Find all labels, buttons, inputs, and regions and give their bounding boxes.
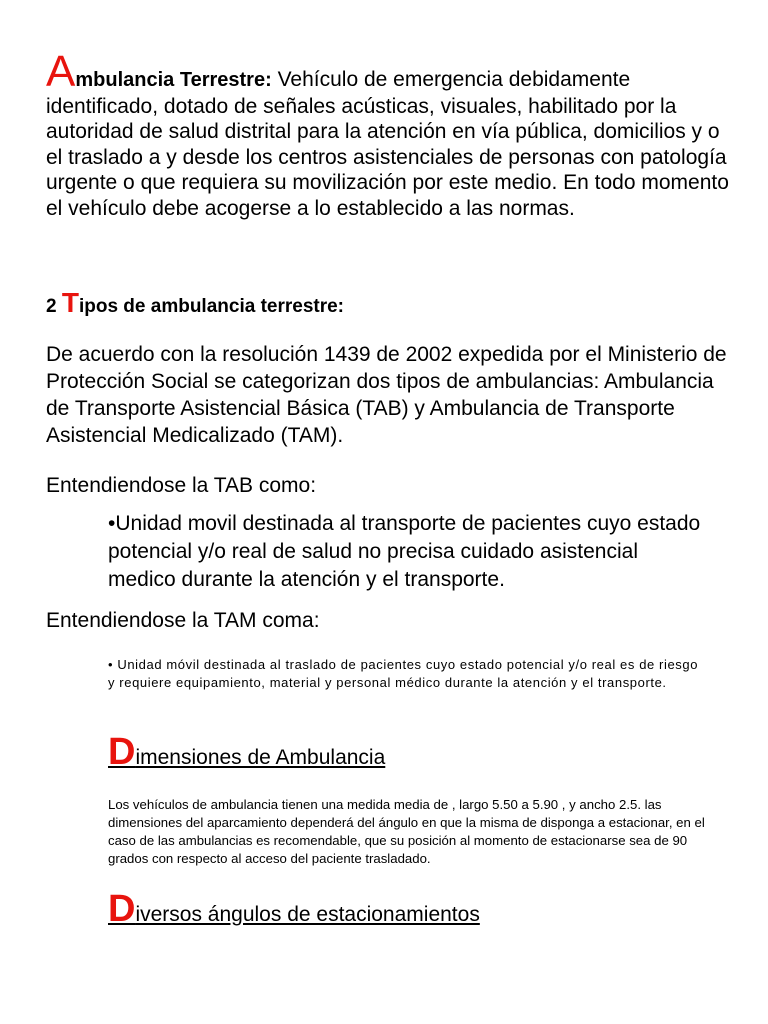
angles-heading-text: iversos ángulos de estacionamientos [135, 903, 480, 926]
section-drop-cap: T [61, 287, 79, 318]
tam-definition-title: Entendiendose la TAM coma: [46, 609, 320, 632]
bullet-icon: • [108, 657, 114, 672]
intro-first-line-text: Vehículo de emergencia debidamente [271, 68, 631, 91]
dimensions-drop-cap: D [108, 731, 136, 773]
intro-drop-cap: A [46, 47, 76, 96]
dimensions-paragraph: Los vehículos de ambulancia tienen una medida media de , largo 5.50 a 5.90 , y ancho 2.5. las dimensiones del aparcamiento dependerá del ángulo en que la misma de disponga a estacionar, en el caso de las ambulancias es recomendable, que su posición al momento de estacionarse sea de 90 grados con respecto al acceso del paciente trasladado. [108, 797, 705, 866]
angles-heading [108, 890, 480, 928]
tab-bullet-item [108, 510, 708, 594]
bullet-icon: • [108, 512, 116, 535]
tab-bullet-text: Unidad movil destinada al transporte de pacientes cuyo estado potencial y/o real de salud no precisa cuidado asistencial medico durante la atención y el transporte. [108, 512, 701, 591]
angles-drop-cap: D [108, 888, 136, 930]
tam-bullet-item [108, 656, 708, 692]
intro-paragraph [46, 47, 736, 221]
tam-bullet-text: Unidad móvil destinada al traslado de pacientes cuyo estado potencial y/o real es de riesgo y requiere equipamiento, material y personal médico durante la atención y el transporte. [108, 657, 699, 690]
section-heading-text: ipos de ambulancia terrestre: [78, 296, 345, 317]
dimensions-heading [108, 733, 385, 771]
intro-body-text: identificado, dotado de señales acústicas, visuales, habilitado por la autoridad de salud distrital para la atención en vía pública, domicilios y o el traslado a y desde los centros asistenciales de personas con patología urgente o que requiera su movilización por este medio. En todo momento el vehículo debe acogerse a lo establecido a las normas. [46, 94, 729, 220]
dimensions-heading-text: imensiones de Ambulancia [135, 746, 386, 769]
intro-first-line [46, 47, 736, 96]
resolution-paragraph: De acuerdo con la resolución 1439 de 2002 expedida por el Ministerio de Protección Social se categorizan dos tipos de ambulancias: Ambulancia de Transporte Asistencial Básica (TAB) y Ambulancia de Transporte Asistencial Medicalizado (TAM). [46, 343, 727, 447]
section-heading-tipos [46, 287, 344, 319]
tab-definition-title: Entendiendose la TAB como: [46, 474, 317, 497]
intro-heading: mbulancia Terrestre: [75, 69, 272, 91]
section-number: 2 [46, 296, 62, 317]
